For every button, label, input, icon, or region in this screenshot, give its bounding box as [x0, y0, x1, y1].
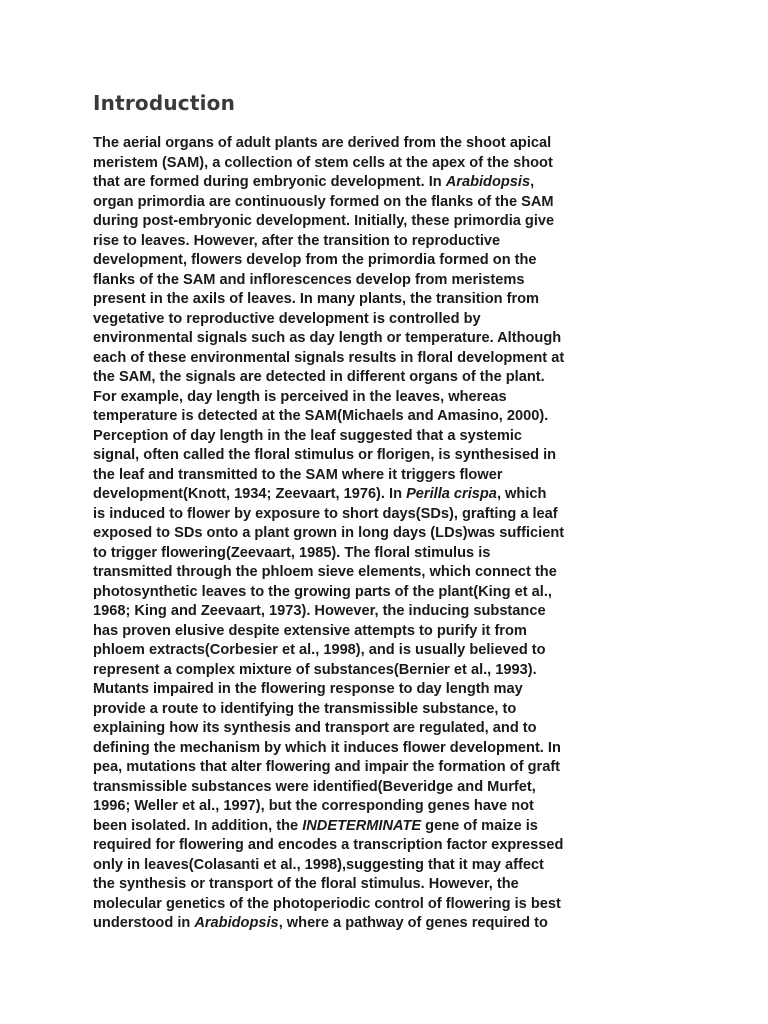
text-line — [93, 446, 683, 466]
text-run: the SAM, the signals are detected in different organs of the plant. — [93, 369, 545, 385]
text-line — [93, 719, 683, 739]
text-run: , where a pathway of genes required to — [278, 915, 548, 931]
text-line — [93, 407, 683, 427]
text-line — [93, 758, 683, 778]
text-line — [93, 602, 683, 622]
text-run: pea, mutations that alter flowering and impair the formation of graft — [93, 759, 561, 775]
text-run: explaining how its synthesis and transport are regulated, and to — [93, 720, 537, 736]
italic-term: Arabidopsis — [445, 174, 531, 190]
text-line — [93, 817, 683, 837]
text-run: development(Knott, 1934; Zeevaart, 1976). In — [93, 486, 407, 502]
text-run: environmental signals such as day length or temperature. Although — [93, 330, 562, 346]
text-line — [93, 154, 683, 174]
text-run: For example, day length is perceived in the leaves, whereas — [93, 388, 507, 405]
italic-term: INDETERMINATE — [302, 817, 422, 834]
text-run: Mutants impaired in the flowering response to day length may — [93, 681, 523, 697]
text-line — [93, 797, 683, 817]
text-line — [93, 134, 683, 154]
text-line — [93, 563, 683, 583]
text-run: photosynthetic leaves to the growing parts of the plant(King et al., — [93, 583, 552, 600]
text-run: is induced to flower by exposure to short days(SDs), grafting a leaf — [93, 505, 558, 522]
text-line — [93, 661, 683, 681]
text-run: meristem (SAM), a collection of stem cells at the apex of the shoot — [93, 154, 553, 171]
text-line — [93, 349, 683, 369]
text-run: , which — [496, 486, 547, 502]
text-line — [93, 466, 683, 486]
text-line — [93, 485, 683, 505]
text-run: temperature is detected at the SAM(Michaels and Amasino, 2000). — [93, 408, 549, 424]
text-line — [93, 739, 683, 759]
text-run: transmitted through the phloem sieve elements, which connect the — [93, 564, 557, 580]
text-run: each of these environmental signals results in floral development at — [93, 349, 565, 366]
text-run: organ primordia are continuously formed on the flanks of the SAM — [93, 193, 554, 210]
text-line — [93, 368, 683, 388]
text-line — [93, 212, 683, 232]
text-run: required for flowering and encodes a transcription factor expressed — [93, 837, 564, 853]
text-run: 1968; King and Zeevaart, 1973). However, the inducing substance — [93, 603, 546, 619]
text-line — [93, 388, 683, 408]
text-run: The aerial organs of adult plants are derived from the shoot apical — [93, 135, 552, 151]
text-run: rise to leaves. However, after the transition to reproductive — [93, 232, 501, 249]
text-line — [93, 856, 683, 876]
section-heading: Introduction — [93, 91, 236, 115]
text-run: provide a route to identifying the transmissible substance, to — [93, 700, 517, 717]
text-line — [93, 836, 683, 856]
text-line — [93, 641, 683, 661]
text-run: gene of maize is — [421, 817, 538, 834]
text-line — [93, 505, 683, 525]
text-run: to trigger flowering(Zeevaart, 1985). The floral stimulus is — [93, 544, 491, 561]
text-line — [93, 622, 683, 642]
text-run: development, flowers develop from the primordia formed on the — [93, 252, 537, 268]
body-paragraph — [93, 134, 683, 934]
text-line — [93, 875, 683, 895]
text-line — [93, 329, 683, 349]
text-run: vegetative to reproductive development is controlled by — [93, 310, 481, 327]
text-line — [93, 544, 683, 564]
text-line — [93, 914, 683, 934]
text-run: that are formed during embryonic development. In — [93, 174, 446, 190]
text-run: has proven elusive despite extensive attempts to purify it from — [93, 622, 527, 639]
text-run: 1996; Weller et al., 1997), but the corresponding genes have not — [93, 798, 534, 814]
text-run: exposed to SDs onto a plant grown in long days (LDs)was sufficient — [93, 525, 565, 541]
text-line — [93, 524, 683, 544]
text-run: flanks of the SAM and inflorescences develop from meristems — [93, 271, 525, 288]
text-line — [93, 680, 683, 700]
text-run: defining the mechanism by which it induces flower development. In — [93, 739, 561, 756]
text-run: phloem extracts(Corbesier et al., 1998), and is usually believed to — [93, 642, 546, 658]
text-line — [93, 700, 683, 720]
text-run: represent a complex mixture of substances(Bernier et al., 1993). — [93, 661, 537, 678]
text-line — [93, 251, 683, 271]
text-line — [93, 193, 683, 213]
italic-term: Arabidopsis — [194, 915, 279, 931]
text-line — [93, 271, 683, 291]
text-run: , — [530, 174, 535, 190]
text-line — [93, 778, 683, 798]
text-line — [93, 427, 683, 447]
text-line — [93, 310, 683, 330]
text-run: present in the axils of leaves. In many plants, the transition from — [93, 291, 540, 307]
text-line — [93, 583, 683, 603]
text-line — [93, 290, 683, 310]
text-run: signal, often called the floral stimulus or florigen, is synthesised in — [93, 447, 557, 463]
text-line — [93, 173, 683, 193]
text-line — [93, 895, 683, 915]
text-run: the leaf and transmitted to the SAM where it triggers flower — [93, 466, 503, 483]
text-line — [93, 232, 683, 252]
text-run: understood in — [93, 915, 195, 931]
text-run: during post-embryonic development. Initially, these primordia give — [93, 213, 555, 229]
text-run: the synthesis or transport of the floral stimulus. However, the — [93, 876, 519, 892]
text-run: transmissible substances were identified(Beveridge and Murfet, — [93, 778, 536, 795]
text-run: molecular genetics of the photoperiodic control of flowering is best — [93, 895, 561, 912]
text-run: only in leaves(Colasanti et al., 1998),suggesting that it may affect — [93, 856, 544, 873]
text-run: Perception of day length in the leaf suggested that a systemic — [93, 427, 522, 444]
text-run: been isolated. In addition, the — [93, 817, 303, 834]
italic-term: Perilla crispa — [406, 486, 497, 502]
